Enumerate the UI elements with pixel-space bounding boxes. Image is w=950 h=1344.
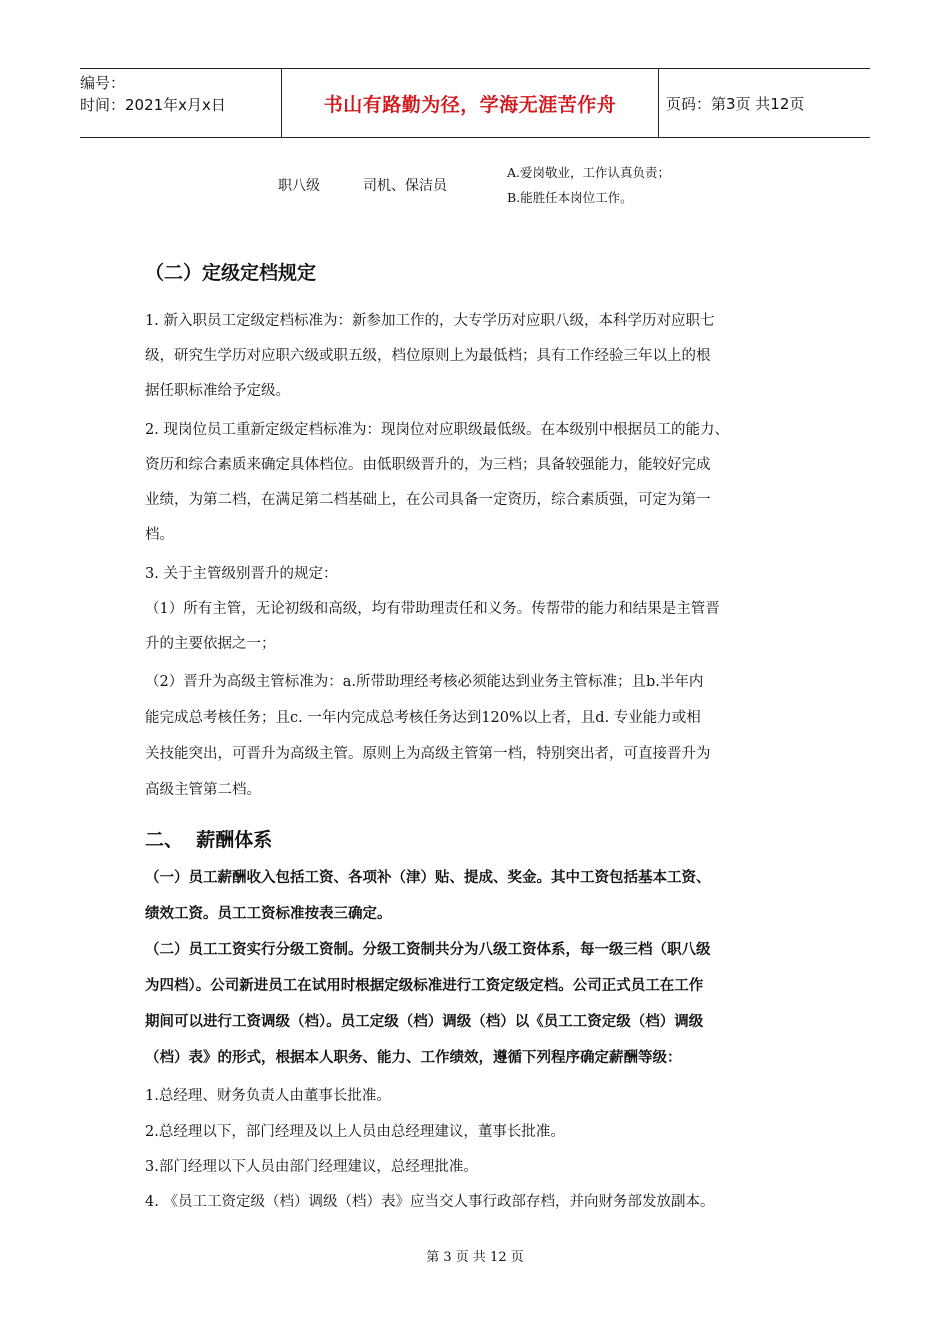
bold-paragraph-line: 期间可以进行工资调级（档）。员工定级（档）调级（档）以《员工工资定级（档）调级 [145,1014,704,1030]
grade-requirement-b: B.能胜任本岗位工作。 [507,190,633,205]
paragraph-line: 能完成总考核任务；且c. 一年内完成总考核任务达到120%以上者，且d. 专业能力或相 [145,710,701,726]
bold-paragraph-line: （二）员工工资实行分级工资制。分级工资制共分为八级工资体系，每一级三档（职八级 [145,942,711,958]
paragraph-line: 据任职标准给予定级。 [145,383,290,399]
page-header [80,68,870,138]
procedure-item: 2.总经理以下，部门经理及以上人员由总经理建议，董事长批准。 [145,1124,565,1140]
paragraph-line: 业绩，为第二档，在满足第二档基础上，在公司具备一定资历，综合素质强，可定为第一 [145,492,711,508]
grade-requirement-a: A.爱岗敬业，工作认真负责； [507,165,671,180]
paragraph-line: 级，研究生学历对应职六级或职五级，档位原则上为最低档；具有工作经验三年以上的根 [145,348,711,364]
procedure-item: 1.总经理、财务负责人由董事长批准。 [145,1088,391,1104]
bold-paragraph-line: 绩效工资。员工工资标准按表三确定。 [145,906,392,922]
section-title-salary: 二、 薪酬体系 [145,829,273,851]
header-meta [80,69,280,140]
header-page-info: 页码：第3页 共12页 [666,94,805,113]
grade-positions: 司机、保洁员 [363,178,447,194]
grade-level: 职八级 [278,178,320,194]
header-motto-cell [281,69,659,137]
document-date: 时间：2021年x月x日 [80,96,226,114]
bold-paragraph-line: （一）员工薪酬收入包括工资、各项补（津）贴、提成、奖金。其中工资包括基本工资、 [145,870,711,886]
paragraph-line: （1）所有主管，无论初级和高级，均有带助理责任和义务。传帮带的能力和结果是主管晋 [145,601,720,617]
procedure-item: 4. 《员工工资定级（档）调级（档）表》应当交人事行政部存档，并向财务部发放副本。 [145,1194,715,1210]
paragraph-line: 高级主管第二档。 [145,782,261,798]
paragraph-line: 升的主要依据之一； [145,636,276,652]
document-number: 编号： [80,74,126,92]
bold-paragraph-line: （档）表》的形式，根据本人职务、能力、工作绩效，遵循下列程序确定薪酬等级： [145,1050,682,1066]
paragraph-line: 3. 关于主管级别晋升的规定： [145,566,338,582]
bold-paragraph-line: 为四档）。公司新进员工在试用时根据定级标准进行工资定级定档。公司正式员工在工作 [145,978,704,994]
paragraph-line: 关技能突出，可晋升为高级主管。原则上为高级主管第一档，特别突出者，可直接晋升为 [145,746,711,762]
section-title-grading: （二）定级定档规定 [145,262,317,284]
paragraph-line: 2. 现岗位员工重新定级定档标准为：现岗位对应职级最低级。在本级别中根据员工的能力、 [145,422,729,438]
paragraph-line: 1. 新入职员工定级定档标准为：新参加工作的，大专学历对应职八级，本科学历对应职七 [145,313,715,329]
paragraph-line: 档。 [145,527,174,543]
procedure-item: 3.部门经理以下人员由部门经理建议，总经理批准。 [145,1159,478,1175]
header-motto: 书山有路勤为径，学海无涯苦作舟 [323,93,617,116]
paragraph-line: 资历和综合素质来确定具体档位。由低职级晋升的，为三档；具备较强能力，能较好完成 [145,457,711,473]
paragraph-line: （2）晋升为高级主管标准为：a.所带助理经考核必须能达到业务主管标准；且b.半年内 [145,674,704,690]
page-footer: 第 3 页 共 12 页 [426,1250,524,1265]
